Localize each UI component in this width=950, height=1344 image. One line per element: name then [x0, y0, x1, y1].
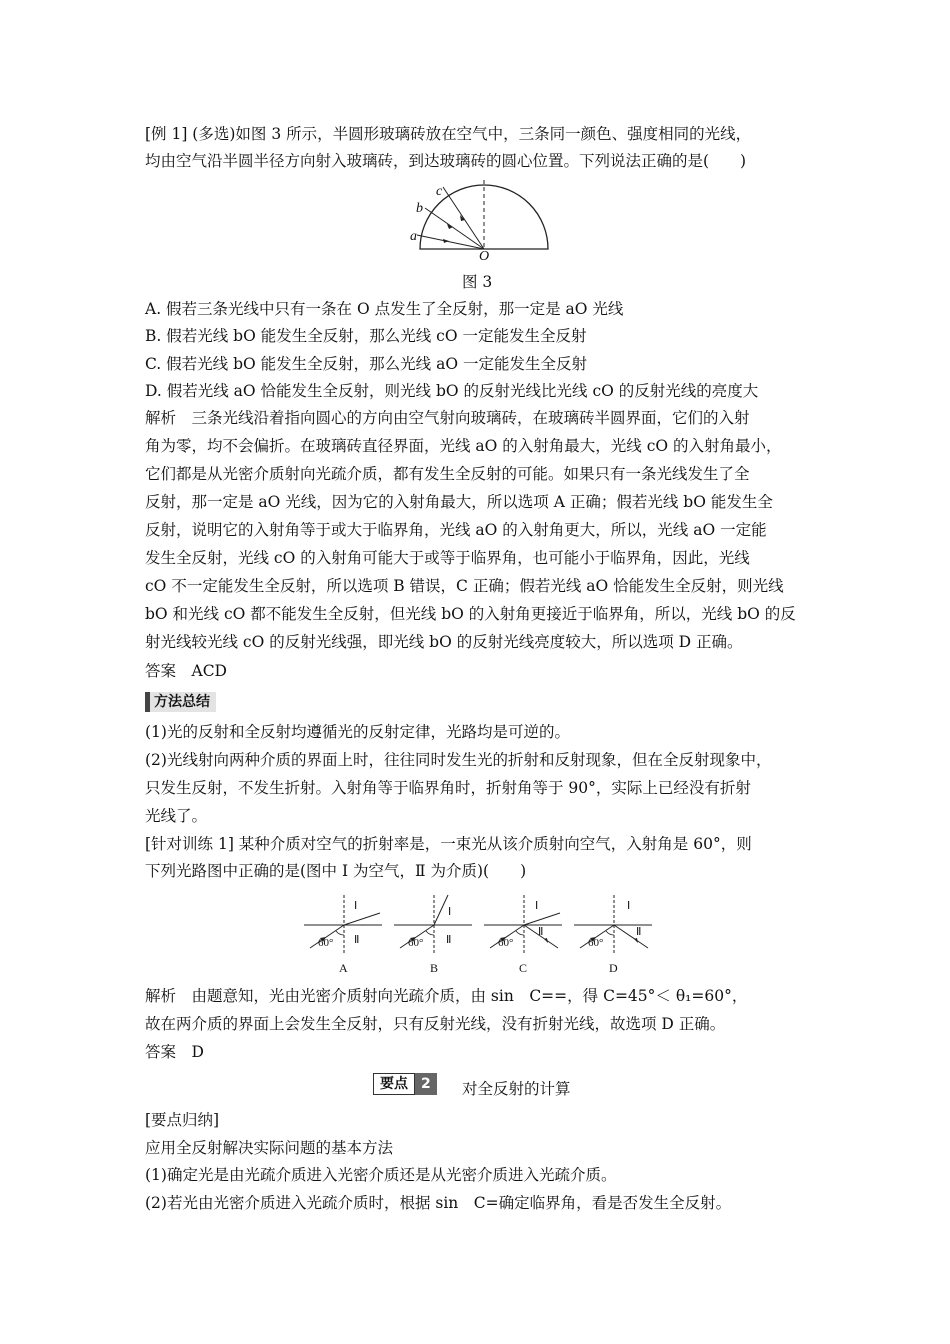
summary-heading: [要点归纳]	[145, 1111, 220, 1129]
diagram-d-medium-label: Ⅱ	[636, 926, 642, 938]
option-a: A. 假若三条光线中只有一条在 O 点发生了全反射，那一定是 aO 光线	[145, 300, 624, 318]
example-line-2: 均由空气沿半圆半径方向射入玻璃砖，到达玻璃砖的圆心位置。下列说法正确的是( )	[145, 152, 747, 170]
key-point-badge	[373, 1073, 437, 1095]
analysis-line-3: 它们都是从光密介质射向光疏介质，都有发生全反射的可能。如果只有一条光线发生了全	[145, 465, 750, 483]
summary-line-1: 应用全反射解决实际问题的基本方法	[145, 1139, 394, 1157]
arrow-a	[443, 239, 449, 243]
diagram-d	[574, 895, 652, 953]
training-line-2: 下列光路图中正确的是(图中 Ⅰ 为空气，Ⅱ 为介质)( )	[145, 862, 527, 880]
answer-1: 答案 ACD	[145, 662, 227, 680]
diagram-a-letter: A	[339, 961, 348, 975]
figure-caption: 图 3	[462, 273, 493, 291]
diagram-b-letter: B	[430, 961, 439, 975]
diagram-d-angle: 60°	[588, 937, 604, 949]
label-b: b	[416, 201, 423, 216]
diagram-a	[304, 895, 382, 953]
diagram-a-medium-label: Ⅱ	[354, 934, 360, 946]
key-point-number: 2	[415, 1073, 437, 1095]
method-line-4: 光线了。	[145, 807, 208, 825]
diagram-b	[394, 895, 472, 953]
method-line-2: (2)光线射向两种介质的界面上时，往往同时发生光的折射和反射现象，但在全反射现象中，	[145, 751, 772, 769]
analysis-line-7: cO 不一定能发生全反射，所以选项 B 错误，C 正确；假若光线 aO 恰能发生全反射，则光线	[145, 577, 784, 595]
diagram-a-angle: 60°	[318, 937, 334, 949]
key-point-title: 对全反射的计算	[462, 1080, 571, 1098]
label-a: a	[410, 229, 417, 244]
diagram-d-letter: D	[609, 961, 618, 975]
figure-3-semicircle	[405, 175, 575, 265]
diagram-b-medium-label: Ⅱ	[446, 934, 452, 946]
option-b: B. 假若光线 bO 能发生全反射，那么光线 cO 一定能发生全反射	[145, 327, 587, 345]
diagram-d-air-label: Ⅰ	[627, 900, 631, 912]
label-o: O	[479, 249, 490, 264]
method-summary-badge	[145, 692, 216, 712]
method-line-1: (1)光的反射和全反射均遵循光的反射定律，光路均是可逆的。	[145, 723, 570, 741]
summary-line-3: (2)若光由光密介质进入光疏介质时，根据 sin C=确定临界角，看是否发生全反射。	[145, 1194, 732, 1212]
analysis-line-9: 射光线较光线 cO 的反射光线强，即光线 bO 的反射光线亮度较大，所以选项 D 正确。	[145, 633, 743, 651]
ray-c	[443, 187, 484, 249]
analysis-line-2: 角为零，均不会偏折。在玻璃砖直径界面，光线 aO 的入射角最大，光线 cO 的入射角最小，	[145, 437, 782, 455]
summary-line-2: (1)确定光是由光疏介质进入光密介质还是从光密介质进入光疏介质。	[145, 1166, 617, 1184]
analysis-line-8: bO 和光线 cO 都不能发生全反射，但光线 bO 的入射角更接近于临界角，所以，光线 bO 的反	[145, 605, 796, 623]
analysis-line-1: 解析 三条光线沿着指向圆心的方向由空气射向玻璃砖，在玻璃砖半圆界面，它们的入射	[145, 409, 750, 427]
method-line-3: 只发生反射，不发生折射。入射角等于临界角时，折射角等于 90°，实际上已经没有折射	[145, 779, 751, 797]
diagram-c-angle: 60°	[498, 937, 514, 949]
training-line-1: [针对训练 1] 某种介质对空气的折射率是，一束光从该介质射向空气，入射角是 60°，则	[145, 835, 752, 853]
key-point-label: 要点	[373, 1073, 415, 1095]
option-d: D. 假若光线 aO 恰能发生全反射，则光线 bO 的反射光线比光线 cO 的反射光线的亮度大	[145, 382, 759, 400]
answer-2: 答案 D	[145, 1043, 204, 1061]
diagram-c-letter: C	[519, 961, 528, 975]
diagram-a-air-label: Ⅰ	[354, 900, 358, 912]
analysis2-line-2: 故在两介质的界面上会发生全反射，只有反射光线，没有折射光线，故选项 D 正确。	[145, 1015, 726, 1033]
diagram-b-angle: 60°	[408, 937, 424, 949]
diagram-c-air-label: Ⅰ	[535, 900, 539, 912]
analysis-line-5: 反射，说明它的入射角等于或大于临界角，光线 aO 的入射角更大，所以，光线 aO 一定能	[145, 521, 767, 539]
example-line-1: [例 1] (多选)如图 3 所示，半圆形玻璃砖放在空气中，三条同一颜色、强度相同的光线，	[145, 125, 752, 143]
label-c: c	[436, 184, 443, 199]
diagram-c	[484, 895, 562, 953]
analysis2-line-1: 解析 由题意知，光由光密介质射向光疏介质，由 sin C==，得 C=45°＜ θ₁=60°，	[145, 987, 748, 1005]
method-summary-label: 方法总结	[154, 694, 210, 710]
diagram-c-medium-label: Ⅱ	[538, 926, 544, 938]
analysis-line-6: 发生全反射，光线 cO 的入射角可能大于或等于临界角，也可能小于临界角，因此，光线	[145, 549, 750, 567]
diagram-b-air-label: Ⅰ	[448, 906, 452, 918]
analysis-line-4: 反射，那一定是 aO 光线，因为它的入射角最大，所以选项 A 正确；假若光线 bO 能发生全	[145, 493, 773, 511]
option-c: C. 假若光线 bO 能发生全反射，那么光线 aO 一定能发生全反射	[145, 355, 587, 373]
